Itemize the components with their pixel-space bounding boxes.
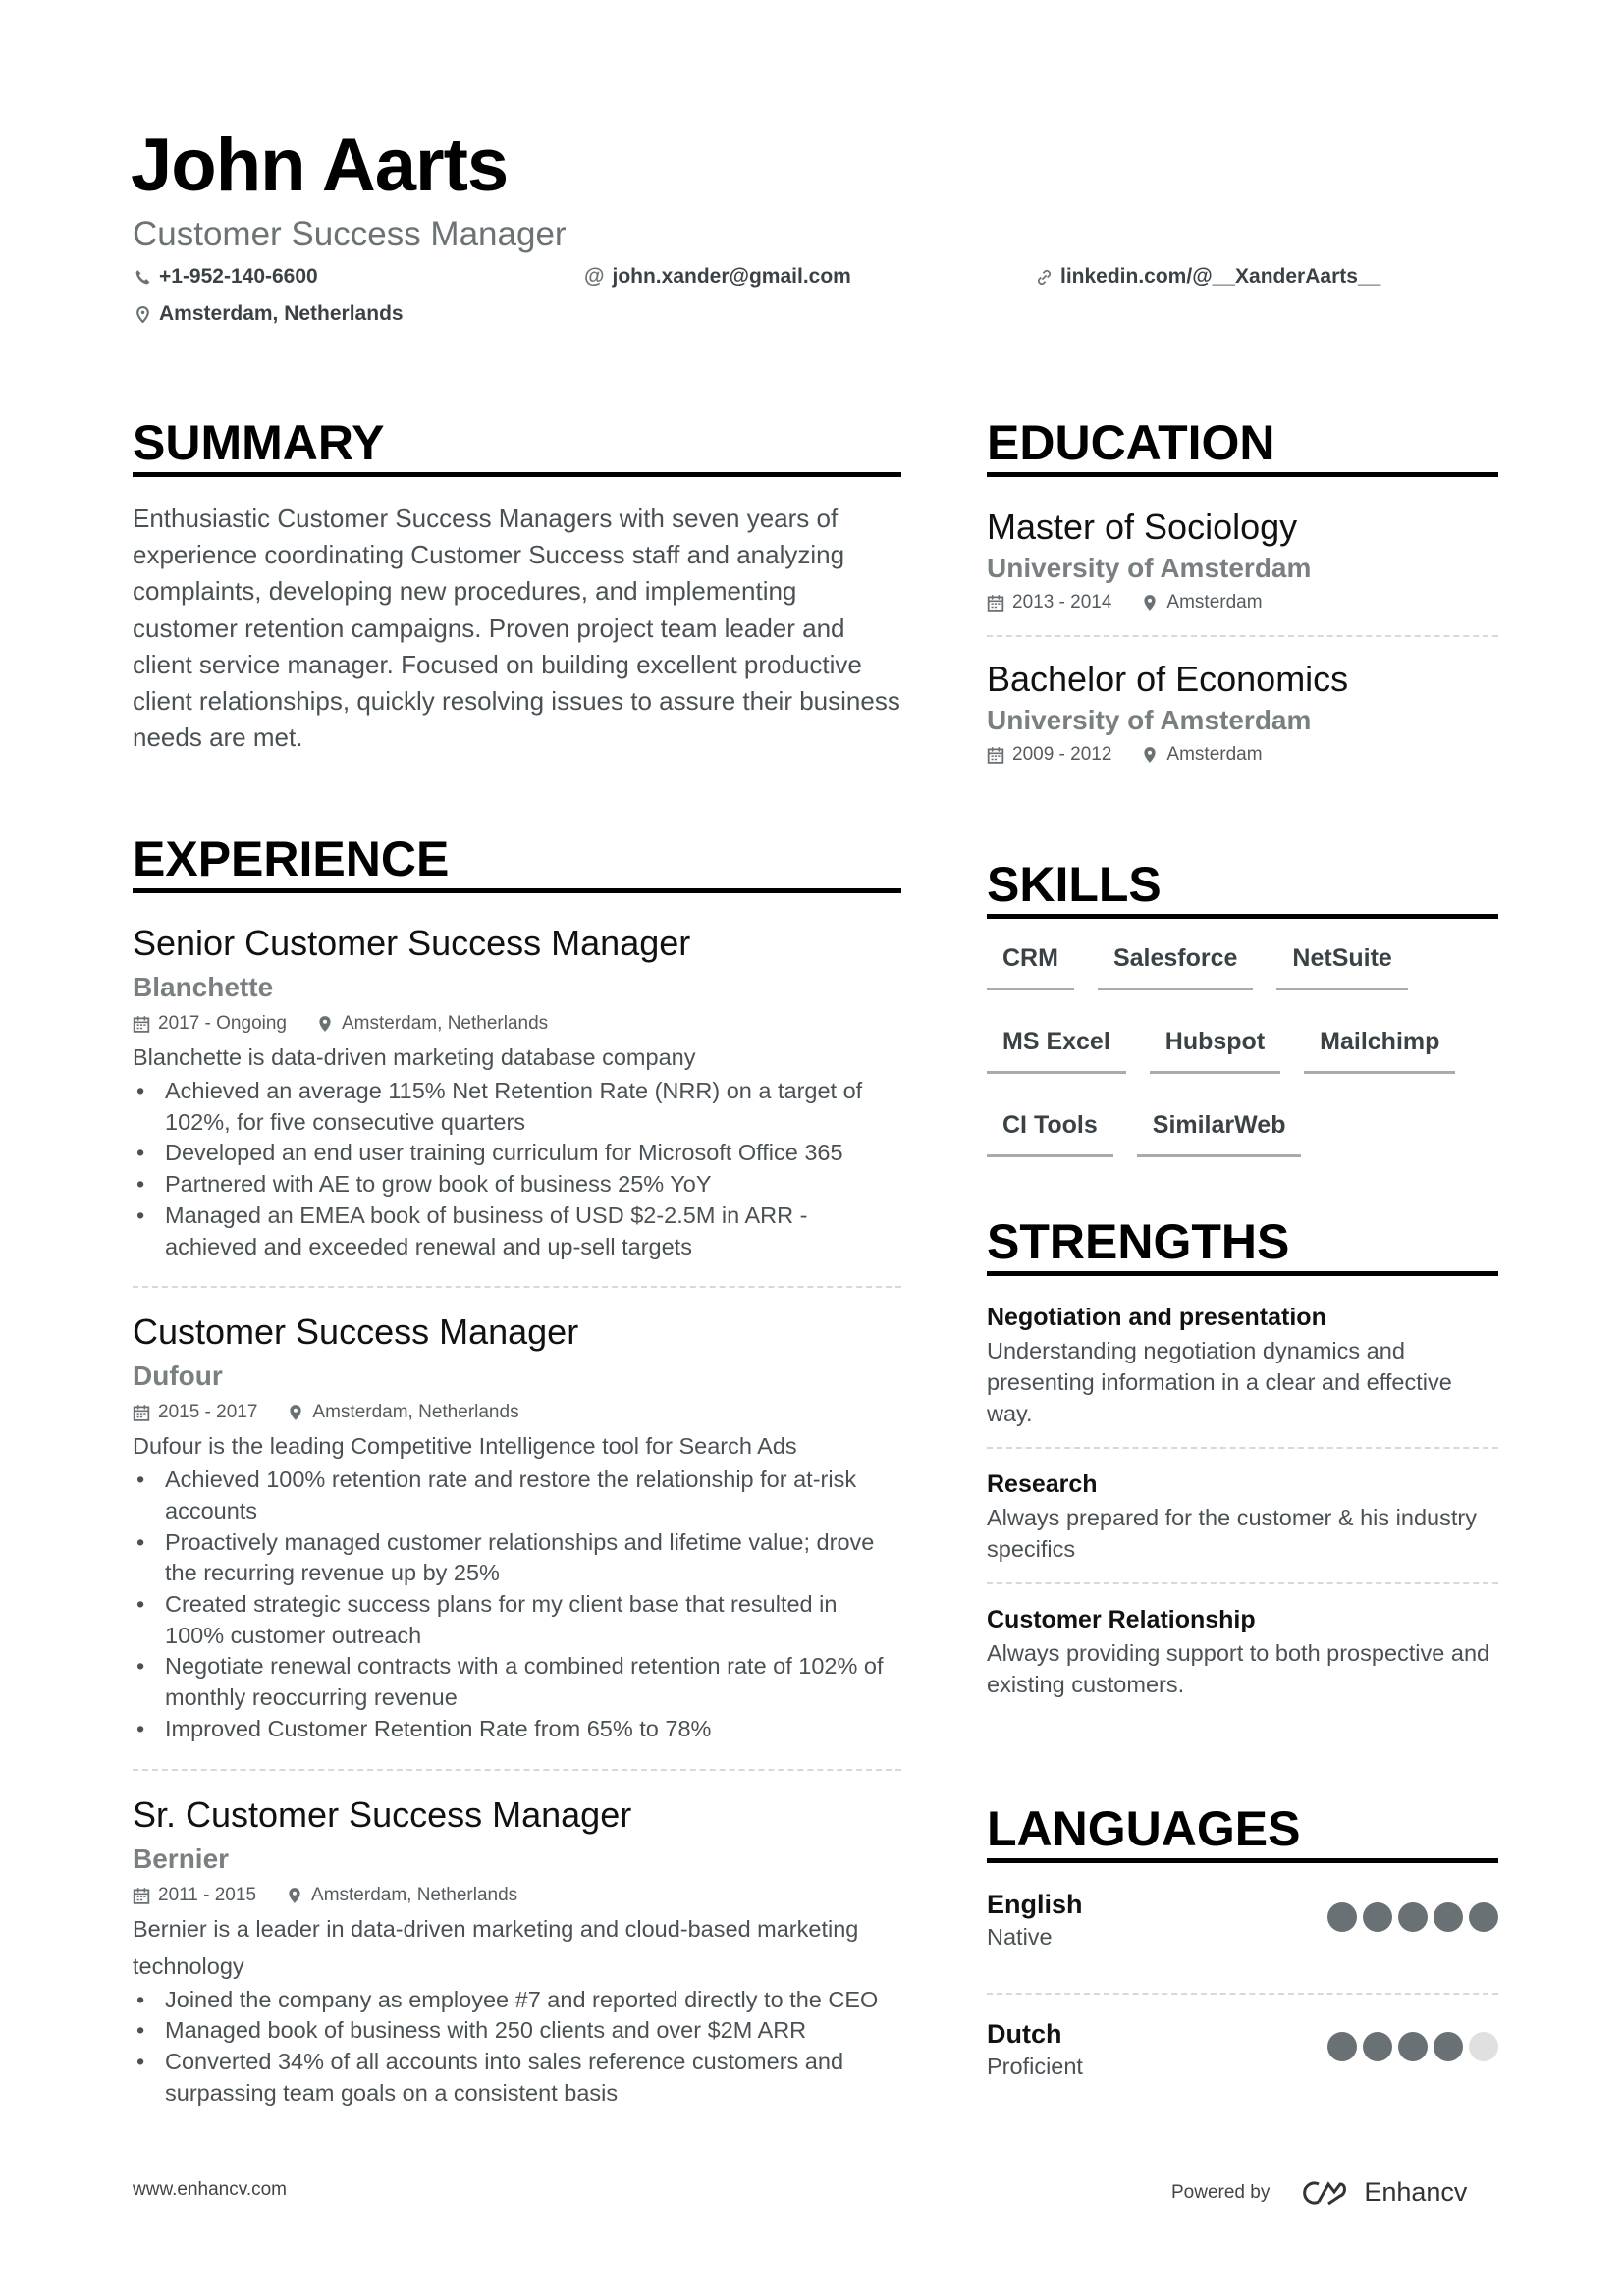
- strengths-heading: STRENGTHS: [987, 1212, 1498, 1276]
- education-location: Amsterdam: [1166, 744, 1263, 765]
- bullet-item: • Managed an EMEA book of business of USD $2-2.5M in ARR - achieved and exceeded renewal and up-sell targets: [133, 1201, 901, 1262]
- candidate-name: John Aarts: [131, 124, 509, 207]
- strength-text: Understanding negotiation dynamics and presenting information in a clear and effective way.: [987, 1338, 1452, 1426]
- bullet-item: • Converted 34% of all accounts into sales reference customers and surpassing team goals on a consistent basis: [133, 2047, 901, 2109]
- location-pin-icon: [135, 306, 151, 323]
- languages-heading: LANGUAGES: [987, 1799, 1498, 1863]
- rating-dot: [1469, 1902, 1498, 1932]
- company-description: Blanchette is data-driven marketing database company: [133, 1044, 696, 1070]
- powered-by: [1171, 2177, 1467, 2208]
- skills-heading: SKILLS: [987, 855, 1498, 919]
- strength-title: Customer Relationship: [987, 1606, 1256, 1633]
- location-pin-icon: [316, 1015, 334, 1033]
- rating-dot: [1398, 1902, 1428, 1932]
- company-name: Blanchette: [133, 972, 274, 1002]
- strength-title: Research: [987, 1470, 1098, 1498]
- linkedin-contact[interactable]: [1036, 263, 1380, 291]
- experience-heading: EXPERIENCE: [133, 829, 901, 893]
- education-location: Amsterdam: [1166, 592, 1263, 613]
- bullet-item: • Joined the company as employee #7 and reported directly to the CEO: [133, 1985, 901, 2016]
- language-name: English: [987, 1890, 1083, 1919]
- job-entry: [133, 1309, 901, 1770]
- bullet-item: • Proactively managed customer relationships and lifetime value; drove the recurring revenue up by 25%: [133, 1527, 901, 1589]
- skill-tag: CI Tools: [987, 1107, 1113, 1157]
- strength-entry: [987, 1602, 1498, 1700]
- candidate-title: Customer Success Manager: [133, 215, 567, 253]
- calendar-icon: [133, 1404, 150, 1421]
- job-location: Amsterdam, Netherlands: [311, 1884, 518, 1905]
- location-contact: [135, 300, 404, 328]
- language-rating: [1322, 1902, 1498, 1937]
- language-level: Native: [987, 1924, 1053, 1949]
- company-description: Bernier is a leader in data-driven marketing and cloud-based marketing technology: [133, 1915, 859, 1979]
- language-level: Proficient: [987, 2054, 1083, 2079]
- bullet-item: • Achieved 100% retention rate and restore the relationship for at-risk accounts: [133, 1465, 901, 1526]
- job-location: Amsterdam, Netherlands: [312, 1402, 519, 1423]
- location-pin-icon: [1141, 594, 1159, 612]
- brand-name: Enhancv: [1364, 2177, 1468, 2207]
- education-meta: [987, 740, 1498, 770]
- language-entry: [987, 2016, 1498, 2081]
- strength-text: Always prepared for the customer & his industry specifics: [987, 1505, 1477, 1562]
- linkedin-text[interactable]: linkedin.com/@__XanderAarts__: [1060, 265, 1381, 288]
- rating-dot: [1363, 1902, 1392, 1932]
- job-bullets: [133, 1076, 901, 1262]
- job-bullets: [133, 1465, 901, 1744]
- strengths-list: [987, 1300, 1498, 1700]
- summary-text: Enthusiastic Customer Success Managers with seven years of experience coordinating Customer Success staff and analyzing complaints, developing new procedures, and implementing customer retention campaigns. Proven project team leader and client service manager. Focused on building excellent productive client relationships, quickly resolving issues to assure their business needs are met.: [133, 504, 900, 753]
- job-meta: [133, 1881, 901, 1910]
- phone-text: +1-952-140-6600: [159, 265, 318, 288]
- job-meta: [133, 1009, 901, 1039]
- calendar-icon: [987, 594, 1004, 612]
- job-location: Amsterdam, Netherlands: [342, 1013, 549, 1034]
- rating-dot: [1363, 2032, 1392, 2061]
- location-text: Amsterdam, Netherlands: [159, 302, 404, 325]
- language-name: Dutch: [987, 2019, 1062, 2049]
- job-list: [133, 921, 901, 2132]
- enhancv-logo-icon: [1299, 2178, 1354, 2208]
- skill-tag: Mailchimp: [1304, 1024, 1455, 1074]
- rating-dot: [1398, 2032, 1428, 2061]
- rating-dot: [1469, 2032, 1498, 2061]
- strength-title: Negotiation and presentation: [987, 1304, 1326, 1331]
- education-entry: [987, 505, 1498, 637]
- company-name: Dufour: [133, 1361, 223, 1392]
- language-rating: [1322, 2032, 1498, 2066]
- education-meta: [987, 588, 1498, 617]
- education-dates: 2009 - 2012: [1012, 744, 1112, 765]
- link-icon: [1036, 269, 1053, 286]
- education-section: [987, 413, 1498, 770]
- rating-dot: [1327, 2032, 1357, 2061]
- bullet-item: • Partnered with AE to grow book of business 25% YoY: [133, 1169, 901, 1201]
- location-pin-icon: [286, 1887, 303, 1904]
- languages-list: [987, 1887, 1498, 2081]
- skill-tag: Salesforce: [1098, 940, 1253, 990]
- bullet-item: • Developed an end user training curriculum for Microsoft Office 365: [133, 1138, 901, 1169]
- strength-entry: [987, 1467, 1498, 1584]
- at-icon: @: [584, 265, 605, 288]
- skill-tag: NetSuite: [1276, 940, 1407, 990]
- languages-section: [987, 1799, 1498, 2081]
- summary-section: [133, 413, 901, 756]
- summary-heading: SUMMARY: [133, 413, 901, 477]
- school: University of Amsterdam: [987, 553, 1312, 583]
- school: University of Amsterdam: [987, 705, 1312, 735]
- enhancv-logo: [1299, 2177, 1467, 2208]
- footer-website[interactable]: www.enhancv.com: [133, 2179, 287, 2200]
- location-pin-icon: [1141, 746, 1159, 764]
- skills-section: [987, 855, 1498, 1191]
- skill-tag: MS Excel: [987, 1024, 1126, 1074]
- strength-entry: [987, 1300, 1498, 1449]
- email-contact[interactable]: [584, 263, 851, 291]
- strengths-section: [987, 1212, 1498, 1700]
- job-title: Senior Customer Success Manager: [133, 923, 691, 963]
- education-dates: 2013 - 2014: [1012, 592, 1112, 613]
- calendar-icon: [133, 1887, 150, 1904]
- email-text[interactable]: john.xander@gmail.com: [612, 265, 851, 288]
- education-entry: [987, 657, 1498, 770]
- job-entry: [133, 921, 901, 1288]
- degree: Bachelor of Economics: [987, 659, 1349, 699]
- skill-tag: CRM: [987, 940, 1074, 990]
- bullet-item: • Achieved an average 115% Net Retention Rate (NRR) on a target of 102%, for five consecutive quarters: [133, 1076, 901, 1138]
- rating-dot: [1434, 2032, 1463, 2061]
- job-meta: [133, 1398, 901, 1427]
- location-pin-icon: [287, 1404, 304, 1421]
- company-description: Dufour is the leading Competitive Intelligence tool for Search Ads: [133, 1433, 797, 1460]
- bullet-item: • Improved Customer Retention Rate from 65% to 78%: [133, 1714, 901, 1745]
- phone-contact: [135, 263, 318, 291]
- job-dates: 2017 - Ongoing: [158, 1013, 287, 1034]
- calendar-icon: [987, 746, 1004, 764]
- strength-text: Always providing support to both prospective and existing customers.: [987, 1640, 1490, 1697]
- skill-tag: SimilarWeb: [1137, 1107, 1302, 1157]
- skills-list: [987, 940, 1498, 1191]
- skill-tag: Hubspot: [1150, 1024, 1280, 1074]
- job-title: Sr. Customer Success Manager: [133, 1793, 632, 1835]
- rating-dot: [1327, 1902, 1357, 1932]
- education-list: [987, 505, 1498, 770]
- rating-dot: [1434, 1902, 1463, 1932]
- bullet-item: • Created strategic success plans for my client base that resulted in 100% customer outreach: [133, 1589, 901, 1651]
- company-name: Bernier: [133, 1842, 230, 1874]
- calendar-icon: [133, 1015, 150, 1033]
- powered-by-label: Powered by: [1171, 2181, 1271, 2203]
- phone-icon: [135, 269, 151, 286]
- experience-section: [133, 829, 901, 2154]
- language-entry: [987, 1887, 1498, 1995]
- bullet-item: • Managed book of business with 250 clients and over $2M ARR: [133, 2015, 901, 2047]
- job-title: Customer Success Manager: [133, 1311, 579, 1353]
- job-entry: [133, 1792, 901, 2133]
- job-dates: 2015 - 2017: [158, 1402, 258, 1423]
- degree: Master of Sociology: [987, 507, 1298, 547]
- job-dates: 2011 - 2015: [158, 1884, 257, 1905]
- education-heading: EDUCATION: [987, 413, 1498, 477]
- bullet-item: • Negotiate renewal contracts with a combined retention rate of 102% of monthly reoccurring revenue: [133, 1651, 901, 1713]
- job-bullets: [133, 1985, 901, 2109]
